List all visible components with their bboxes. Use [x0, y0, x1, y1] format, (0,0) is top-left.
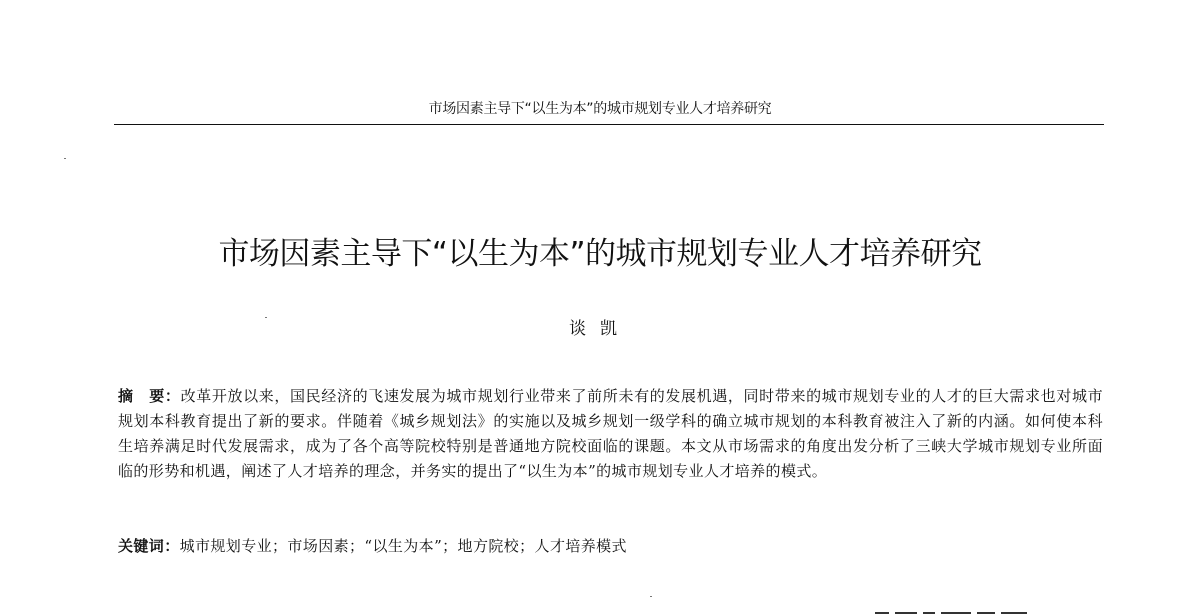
abstract-label: 摘 要：: [118, 387, 181, 405]
cropped-next-line: [875, 604, 1075, 615]
scan-speck: [64, 158, 66, 159]
author-name: 谈凯: [569, 319, 631, 339]
abstract-text: 改革开放以来，国民经济的飞速发展为城市规划行业带来了前所未有的发展机遇，同时带来的城市规划专业的人才的巨大需求也对城市规划本科教育提出了新的要求。伴随着《城乡规划法》的实施以及城乡规划一级学科的确立城市规划的本科教育被注入了新的内涵。如何使本科生培养满足时代发展需求，成为了各个高等院校特别是普通地方院校面临的课题。本文从市场需求的角度出发分析了三峡大学城市规划专业所面临的形势和机遇，阐述了人才培养的理念，并务实的提出了“以生为本”的城市规划专业人才培养的模式。: [118, 387, 1103, 480]
running-header: 市场因素主导下“以生为本”的城市规划专业人才培养研究: [428, 101, 772, 117]
scan-speck: [650, 596, 652, 597]
paper-title: 市场因素主导下“以生为本”的城市规划专业人才培养研究: [218, 236, 982, 272]
keywords-label: 关键词：: [118, 537, 180, 555]
keywords-text: 城市规划专业；市场因素；“以生为本”；地方院校；人才培养模式: [179, 537, 627, 555]
header-rule: [114, 124, 1104, 125]
keywords: [118, 534, 1103, 559]
abstract: [118, 384, 1103, 484]
